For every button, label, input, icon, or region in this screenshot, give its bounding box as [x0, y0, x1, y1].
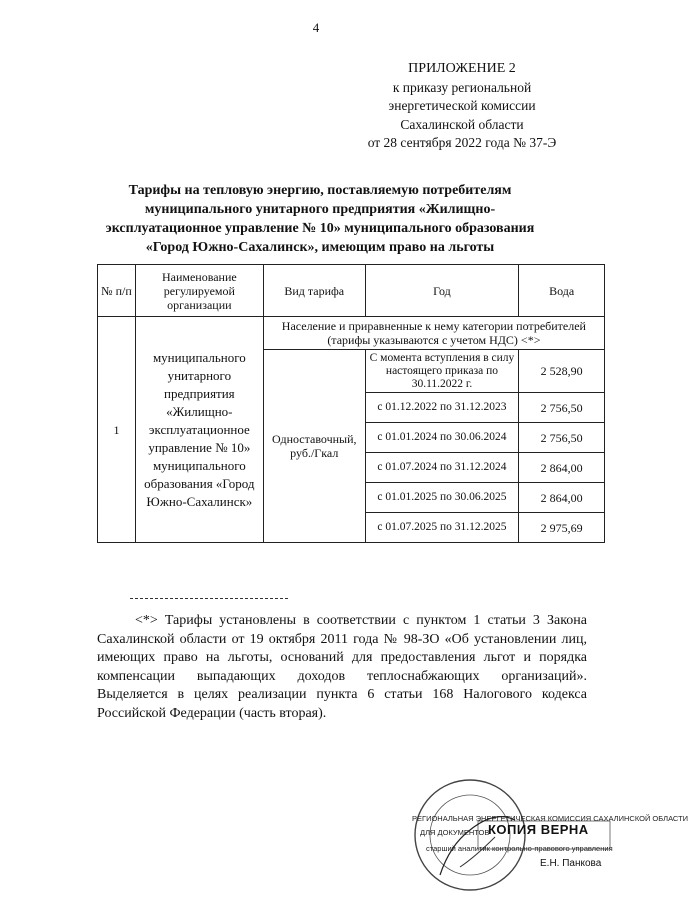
header-year: Год	[365, 265, 519, 317]
appendix-line: от 28 сентября 2022 года № 37-Э	[367, 135, 557, 150]
stamp-position-line: старший аналитик контрольно-правового управления	[426, 844, 613, 853]
period-cell: с 01.07.2025 по 31.12.2025	[365, 513, 519, 543]
stamp-docs-line: ДЛЯ ДОКУМЕНТОВ	[420, 828, 490, 837]
appendix-header	[342, 60, 582, 153]
title-line: эксплуатационное управление № 10» муниципального образования	[105, 221, 535, 236]
copy-verified-label: КОПИЯ ВЕРНА	[488, 822, 589, 837]
period-cell: с 01.12.2022 по 31.12.2023	[365, 393, 519, 423]
header-num: № п/п	[98, 265, 136, 317]
price-cell: 2 528,90	[519, 350, 605, 393]
header-tariff-type: Вид тарифа	[263, 265, 365, 317]
organization-name: муниципального унитарного предприятия «Жилищно-эксплуатационное управление № 10» муниципального образования «Город Южно-Сахалинск»	[135, 317, 263, 543]
title-line: Тарифы на тепловую энергию, поставляемую потребителям	[128, 183, 512, 198]
period-cell: С момента вступления в силу настоящего приказа по 30.11.2022 г.	[365, 350, 519, 393]
table-header-row	[98, 265, 605, 317]
price-cell: 2 864,00	[519, 453, 605, 483]
appendix-line: к приказу региональной	[392, 79, 532, 95]
tariff-table	[97, 264, 605, 543]
document-title	[80, 181, 560, 257]
price-cell: 2 756,50	[519, 393, 605, 423]
title-line: муниципального унитарного предприятия «Жилищно-	[144, 202, 496, 217]
table-row	[98, 317, 605, 350]
stamp-org-line: РЕГИОНАЛЬНАЯ ЭНЕРГЕТИЧЕСКАЯ КОМИССИЯ САХАЛИНСКОЙ ОБЛАСТИ	[412, 814, 688, 823]
header-org: Наименование регулируемой организации	[135, 265, 263, 317]
appendix-line: энергетической комиссии	[388, 98, 536, 113]
title-line: «Город Южно-Сахалинск», имеющим право на льготы	[145, 240, 495, 255]
appendix-title: ПРИЛОЖЕНИЕ 2	[408, 61, 516, 76]
period-cell: с 01.01.2025 по 30.06.2025	[365, 483, 519, 513]
consumer-category: Население и приравненные к нему категории потребителей (тарифы указываются с учетом НДС) <*>	[263, 317, 604, 350]
footnote: <*> Тарифы установлены в соответствии с пунктом 1 статьи 3 Закона Сахалинской области от 19 октября 2011 года № 98-ЗО «Об установлении лиц, имеющих право на льготы, оснований для предоставления льгот и порядка компенсации выпадающих доходов теплоснабжающих организаций». Выделяется в целях реализации пункта 6 статьи 168 Налогового кодекса Российской Федерации (часть вторая).	[97, 613, 587, 721]
price-cell: 2 756,50	[519, 423, 605, 453]
row-number: 1	[98, 317, 136, 543]
period-cell: с 01.07.2024 по 31.12.2024	[365, 453, 519, 483]
header-water: Вода	[519, 265, 605, 317]
page-number: 4	[312, 20, 320, 35]
footnote-separator	[130, 598, 288, 599]
period-cell: с 01.01.2024 по 30.06.2024	[365, 423, 519, 453]
price-cell: 2 975,69	[519, 513, 605, 543]
appendix-line: Сахалинской области	[400, 116, 524, 132]
signer-name: Е.Н. Панкова	[540, 858, 602, 869]
price-cell: 2 864,00	[519, 483, 605, 513]
tariff-type: Одноставочный, руб./Гкал	[263, 350, 365, 543]
